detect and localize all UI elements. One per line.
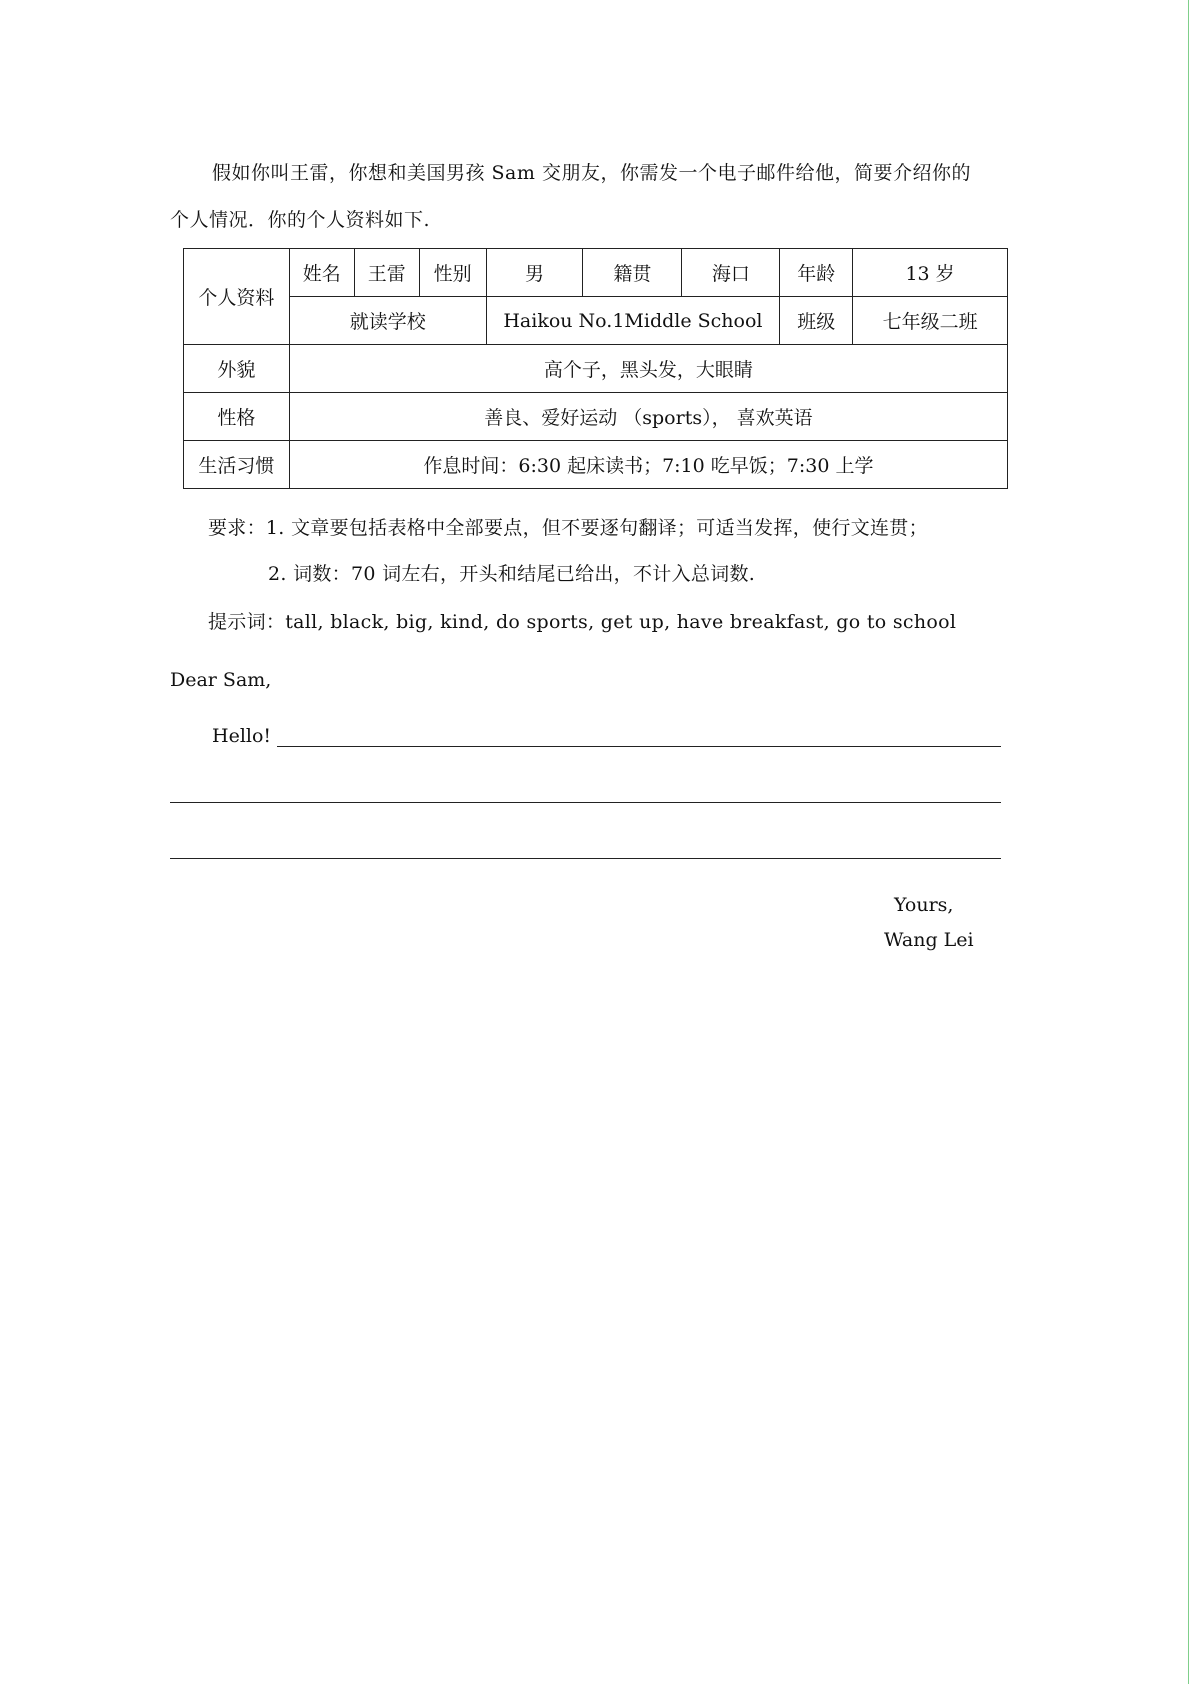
table-row [184,345,1008,393]
personal-info-table [183,248,1008,489]
school-value-cell: Haikou No.1Middle School [486,297,780,345]
age-value-cell: 13 岁 [853,249,1008,297]
writing-line-1[interactable] [277,746,1001,747]
requirement-2: 2. 词数：70 词左右，开头和结尾已给出，不计入总词数. [268,563,756,585]
table-row [184,441,1008,489]
habits-label-cell: 生活习惯 [184,441,290,489]
gender-label-cell: 性别 [419,249,486,297]
appearance-value-cell: 高个子，黑头发，大眼睛 [289,345,1007,393]
habits-value-cell: 作息时间：6:30 起床读书；7:10 吃早饭；7:30 上学 [289,441,1007,489]
table-row [184,249,1008,297]
table-row [184,297,1008,345]
writing-line-3[interactable] [170,858,1001,859]
letter-signature: Wang Lei [884,929,974,951]
age-label-cell: 年龄 [780,249,853,297]
class-value-cell: 七年级二班 [853,297,1008,345]
hometown-label-cell: 籍贯 [583,249,682,297]
class-label-cell: 班级 [780,297,853,345]
hometown-value-cell: 海口 [682,249,780,297]
intro-paragraph [170,150,1040,244]
personality-label-cell: 性格 [184,393,290,441]
requirement-1: 要求：1. 文章要包括表格中全部要点，但不要逐句翻译；可适当发挥，使行文连贯； [208,517,928,539]
writing-line-2[interactable] [170,802,1001,803]
page-edge-line [1188,0,1189,1684]
profile-label-cell: 个人资料 [184,249,290,345]
appearance-label-cell: 外貌 [184,345,290,393]
intro-line-1: 假如你叫王雷，你想和美国男孩 Sam 交朋友，你需发一个电子邮件给他，简要介绍你的 [212,162,971,184]
name-value-cell: 王雷 [354,249,419,297]
letter-closing: Yours, [894,894,954,916]
letter-greeting: Dear Sam, [170,669,272,691]
personality-value-cell: 善良、爱好运动 （sports）， 喜欢英语 [289,393,1007,441]
school-label-cell: 就读学校 [289,297,486,345]
intro-line-2: 个人情况．你的个人资料如下. [170,209,431,231]
name-label-cell: 姓名 [289,249,354,297]
gender-value-cell: 男 [486,249,583,297]
letter-opening: Hello! [212,725,272,747]
table-row [184,393,1008,441]
hint-words: 提示词：tall, black, big, kind, do sports, get up, have breakfast, go to school [208,611,957,633]
